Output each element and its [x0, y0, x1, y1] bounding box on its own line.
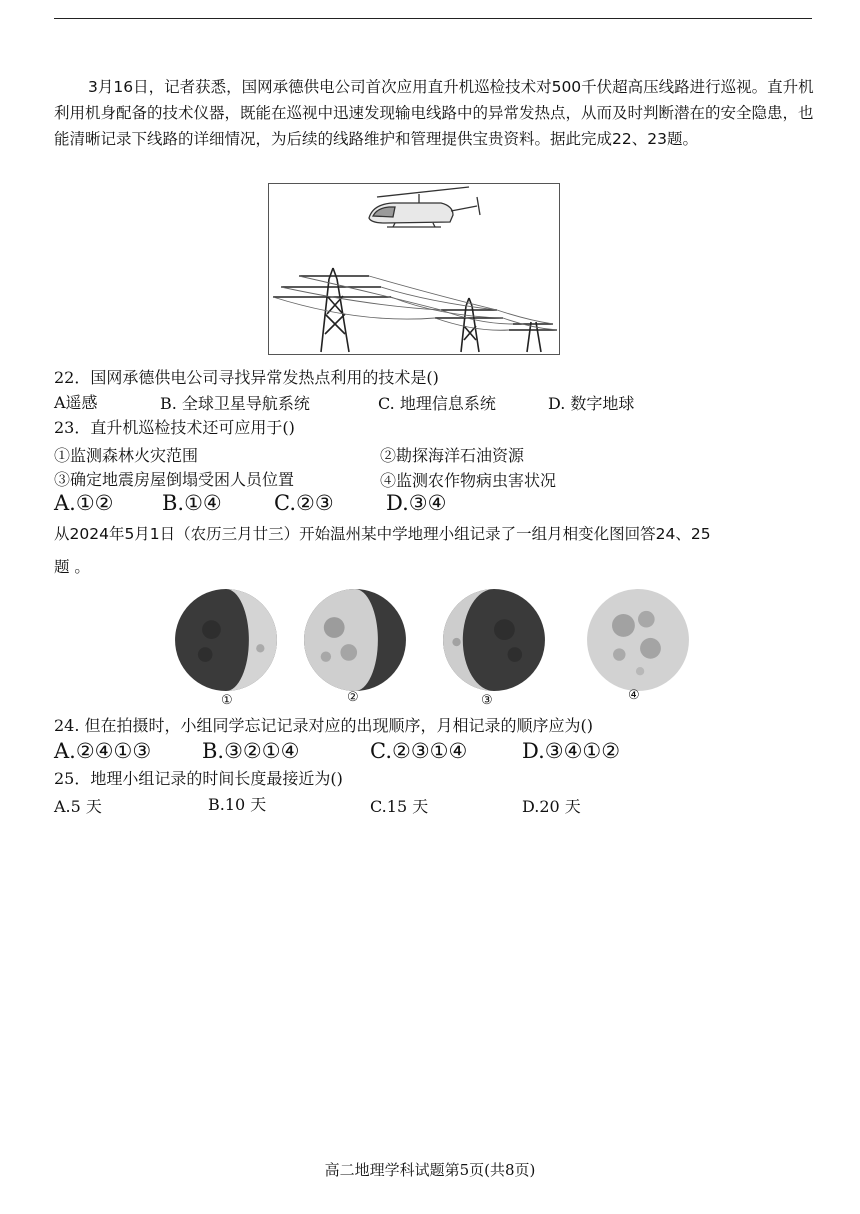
q25-stem: 25．地理小组记录的时间长度最接近为() [54, 769, 343, 788]
helicopter-illustration [269, 184, 559, 354]
helicopter-figure [268, 183, 560, 355]
q23-option-d[interactable]: D.③④ [386, 491, 447, 515]
q22-option-c[interactable]: C. 地理信息系统 [378, 394, 496, 413]
q24-option-d[interactable]: D.③④①② [522, 739, 621, 763]
moon-label-1: ① [221, 693, 233, 708]
q25-option-c[interactable]: C.15 天 [370, 797, 429, 816]
moon-label-3: ③ [481, 693, 493, 708]
q22-option-a[interactable]: A遥感 [54, 393, 98, 412]
moon-phase-3 [442, 588, 546, 692]
q23-option-a[interactable]: A.①② [54, 491, 114, 515]
q25-option-a[interactable]: A.5 天 [54, 797, 102, 816]
q23-stem: 23．直升机巡检技术还可应用于() [54, 418, 295, 437]
power-lines [273, 276, 557, 330]
power-tower-icon [273, 268, 557, 352]
helicopter-icon [369, 187, 480, 227]
moon-phase-4 [586, 588, 690, 692]
q22-option-b[interactable]: B. 全球卫星导航系统 [160, 394, 310, 413]
moon-intro-line2: 题 。 [54, 558, 90, 576]
q23-option-b[interactable]: B.①④ [162, 491, 222, 515]
q25-option-b[interactable]: B.10 天 [208, 795, 267, 814]
q23-item-2: ②勘探海洋石油资源 [380, 446, 525, 465]
page-footer: 高二地理学科试题第5页(共8页) [324, 1161, 536, 1179]
q23-item-4: ④监测农作物病虫害状况 [380, 471, 557, 490]
q23-item-3: ③确定地震房屋倒塌受困人员位置 [54, 470, 295, 489]
moon-phase-2 [303, 588, 407, 692]
q24-option-a[interactable]: A.②④①③ [54, 739, 152, 763]
q22-option-d[interactable]: D. 数字地球 [548, 394, 635, 413]
q22-stem: 22．国网承德供电公司寻找异常发热点利用的技术是() [54, 368, 439, 387]
q23-item-1: ①监测森林火灾范围 [54, 446, 199, 465]
moon-label-2: ② [347, 690, 359, 705]
intro-paragraph: 3月16日，记者获悉，国网承德供电公司首次应用直升机巡检技术对500千伏超高压线路进行巡视。直升机利用机身配备的技术仪器，既能在巡视中迅速发现输电线路中的异常发热点，从而及时判断潜在的安全隐患，也能清晰记录下线路的详细情况，为后续的线路维护和管理提供宝贵资料。据此完成22、23题。 [54, 78, 814, 148]
moon-phase-1 [174, 588, 278, 692]
q24-stem: 24. 但在拍摄时，小组同学忘记记录对应的出现顺序，月相记录的顺序应为() [54, 716, 594, 735]
moon-intro-line1: 从2024年5月1日（农历三月廿三）开始温州某中学地理小组记录了一组月相变化图回答24、25 [54, 525, 711, 543]
moon-label-4: ④ [628, 688, 640, 703]
q24-option-b[interactable]: B.③②①④ [202, 739, 300, 763]
q25-option-d[interactable]: D.20 天 [522, 797, 581, 816]
q24-option-c[interactable]: C.②③①④ [370, 739, 468, 763]
q23-option-c[interactable]: C.②③ [274, 491, 334, 515]
top-rule [54, 18, 812, 19]
